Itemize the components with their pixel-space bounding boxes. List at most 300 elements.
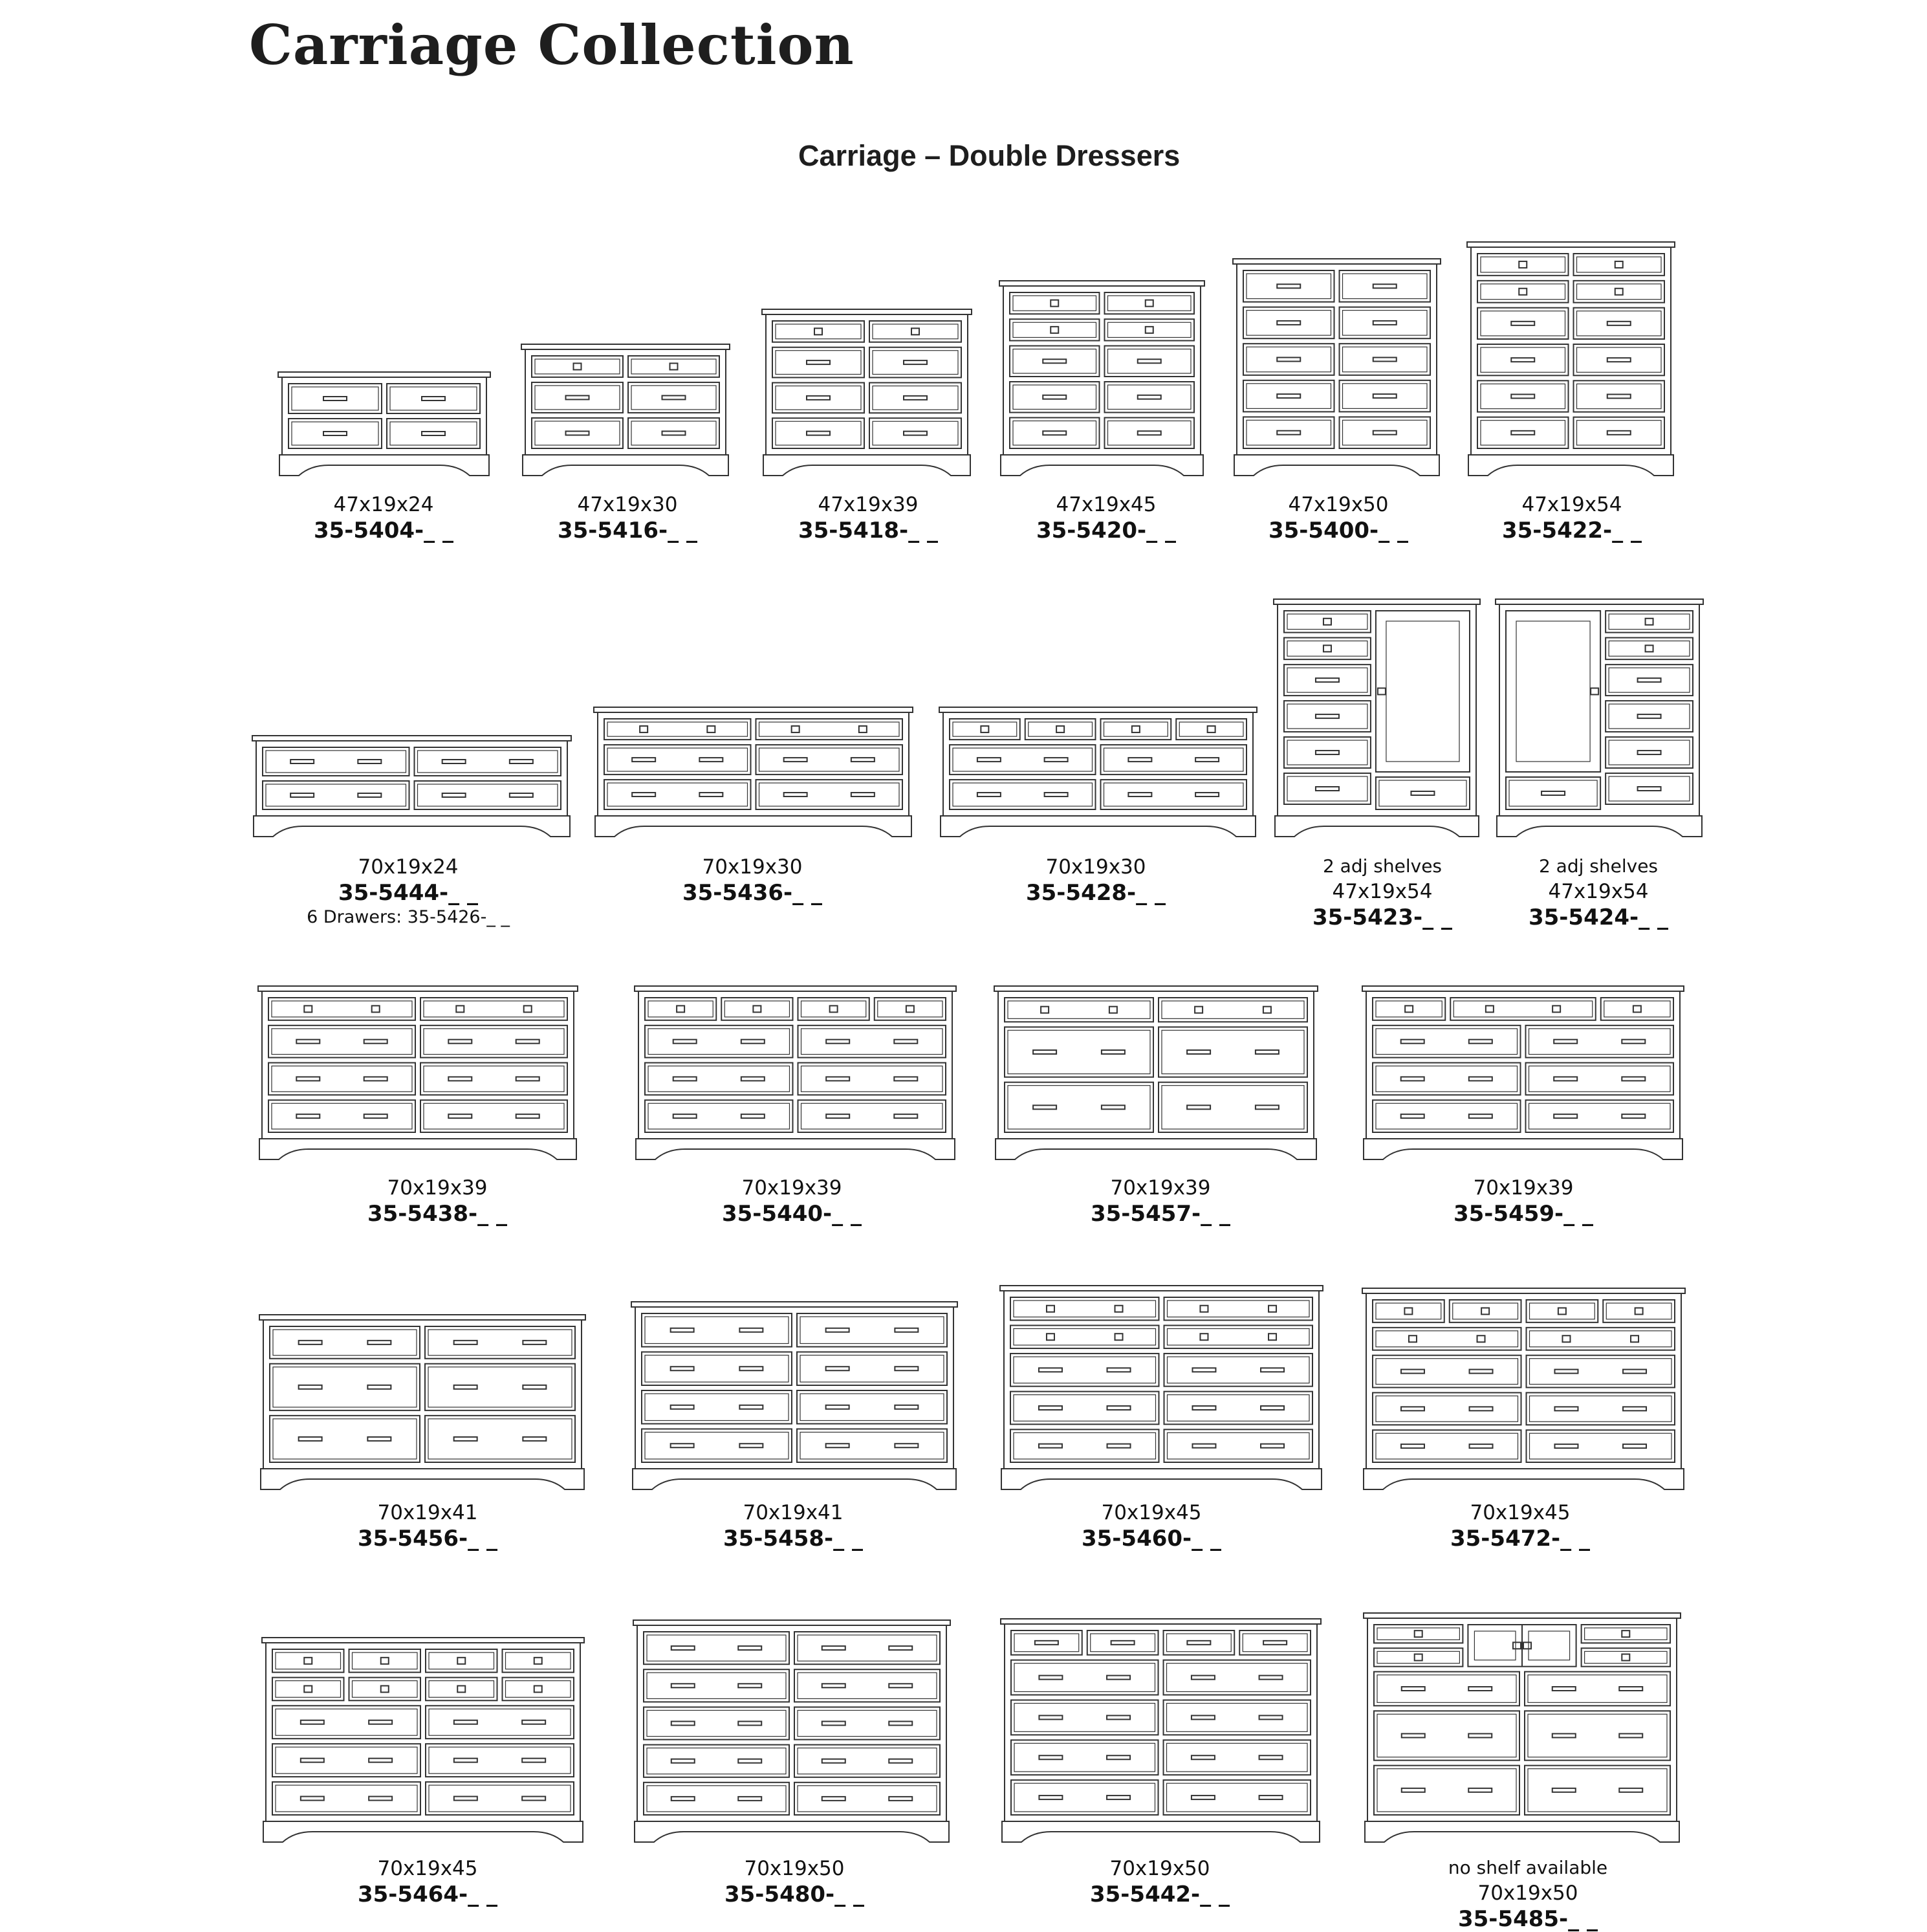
- drawer-pull: [671, 1367, 694, 1370]
- dresser-base: [763, 455, 970, 476]
- drawer-front: [272, 1744, 420, 1777]
- drawer-pull: [1045, 793, 1068, 796]
- drawer-pull: [739, 1444, 763, 1447]
- drawer-front: [425, 1326, 575, 1359]
- drawer-panel: [1379, 780, 1466, 806]
- drawer-front: [794, 1783, 940, 1815]
- drawer-front: [1005, 1027, 1153, 1077]
- drawer-knob: [1631, 1335, 1638, 1342]
- drawer-knob: [753, 1005, 761, 1012]
- product-caption: [1450, 1500, 1590, 1552]
- drawer-pull: [671, 1444, 694, 1447]
- drawer-panel: [506, 1681, 571, 1698]
- product-code: 35-5456-_ _: [357, 1526, 498, 1552]
- drawer-pull: [1256, 1105, 1279, 1109]
- drawer-pull: [1277, 284, 1300, 288]
- product-note: no shelf available: [1448, 1857, 1608, 1878]
- drawer-front: [1164, 1630, 1235, 1655]
- dresser-case: [256, 741, 567, 816]
- drawer-front: [426, 1782, 574, 1815]
- drawer-panel: [1529, 1066, 1671, 1092]
- drawer-pull: [1373, 394, 1397, 398]
- drawer-panel: [1168, 1301, 1310, 1317]
- drawer-pull: [1401, 1114, 1424, 1118]
- drawer-panel: [1609, 776, 1690, 801]
- drawer-panel: [272, 1001, 412, 1017]
- drawer-panel: [1453, 1001, 1593, 1017]
- product-caption: [682, 854, 822, 906]
- dresser-base: [941, 816, 1256, 837]
- drawer-pull: [671, 1759, 695, 1763]
- drawer-front: [797, 1390, 947, 1424]
- drawer-pull: [1107, 1755, 1130, 1759]
- drawer-front: [1011, 1630, 1082, 1655]
- drawer-front: [1373, 1430, 1521, 1462]
- drawer-panel: [1162, 1030, 1304, 1073]
- drawer-panel: [1481, 284, 1565, 300]
- drawer-pull: [889, 1722, 912, 1726]
- dresser-drawing: [632, 1619, 952, 1845]
- drawer-pull: [904, 432, 927, 435]
- drawer-panel: [1287, 641, 1367, 657]
- drawer-panel: [1377, 1714, 1516, 1757]
- drawer-pull: [1468, 1733, 1492, 1737]
- drawer-panel: [1577, 384, 1662, 408]
- dresser-case: [638, 991, 952, 1139]
- drawer-panel: [1167, 1704, 1308, 1732]
- drawer-front: [756, 745, 903, 774]
- drawer-panel: [1014, 1395, 1156, 1422]
- product-caption: [1090, 1856, 1230, 1907]
- drawer-front: [1374, 1648, 1463, 1666]
- drawer-pull: [1192, 1715, 1215, 1719]
- drawer-panel: [1577, 311, 1662, 336]
- drawer-panel: [607, 783, 748, 806]
- drawer-knob: [372, 1005, 380, 1012]
- drawer-front: [1373, 1356, 1521, 1388]
- drawer-pull: [784, 758, 807, 762]
- drawer-pull: [454, 1341, 477, 1345]
- section-heading: Carriage – Double Dressers: [798, 139, 1181, 172]
- drawer-panel: [648, 1029, 790, 1055]
- drawer-front: [425, 1364, 575, 1411]
- drawer-knob: [1268, 1306, 1276, 1312]
- drawer-panel: [1108, 296, 1192, 311]
- drawer-panel: [429, 1681, 494, 1698]
- dresser-case: [1499, 604, 1699, 816]
- drawer-panel: [1377, 1651, 1459, 1663]
- drawer-pull: [1039, 1676, 1062, 1680]
- drawer-pull: [367, 1437, 391, 1441]
- product-dimensions: 70x19x39: [741, 1176, 842, 1200]
- drawer-front: [1340, 417, 1431, 448]
- drawer-panel: [1481, 347, 1565, 372]
- drawer-front: [1243, 417, 1334, 448]
- drawer-knob: [1404, 1308, 1412, 1314]
- drawer-knob: [381, 1685, 389, 1692]
- drawer-pull: [673, 1114, 697, 1118]
- drawer-knob: [457, 1658, 465, 1664]
- drawer-front: [1477, 308, 1569, 339]
- drawer-pull: [895, 1328, 918, 1332]
- drawer-pull: [826, 1444, 849, 1447]
- drawer-pull: [364, 1114, 387, 1118]
- drawer-front: [1011, 1740, 1159, 1775]
- drawer-pull: [522, 1759, 545, 1762]
- drawer-pull: [1401, 1444, 1424, 1448]
- drawer-front: [270, 1326, 420, 1359]
- drawer-knob: [1263, 1007, 1271, 1013]
- drawer-pull: [671, 1722, 695, 1726]
- dresser-drawing: [761, 308, 973, 478]
- drawer-pull: [1316, 751, 1339, 754]
- drawer-panel: [1013, 421, 1096, 446]
- drawer-front: [1526, 1063, 1674, 1095]
- drawer-pull: [1039, 1755, 1062, 1759]
- drawer-panel: [1014, 1301, 1156, 1317]
- drawer-panel: [1029, 722, 1093, 736]
- drawer-pull: [1607, 395, 1631, 399]
- dresser-top: [521, 344, 730, 349]
- drawer-pull: [454, 1720, 477, 1724]
- drawer-panel: [800, 1356, 944, 1383]
- drawer-pull: [889, 1797, 912, 1801]
- drawer-front: [1376, 777, 1470, 809]
- dresser-drawing: [633, 985, 957, 1162]
- product-dimensions: 47x19x39: [818, 493, 919, 516]
- drawer-pull: [822, 1797, 845, 1801]
- drawer-panel: [607, 722, 748, 736]
- drawer-knob: [456, 1005, 464, 1012]
- drawer-pull: [1469, 1114, 1492, 1118]
- drawer-panel: [1528, 1769, 1667, 1812]
- drawer-pull: [369, 1797, 392, 1801]
- drawer-front: [645, 1100, 793, 1132]
- drawer-panel: [631, 421, 716, 445]
- drawer-pull: [1192, 1406, 1215, 1410]
- drawer-pull: [516, 1040, 539, 1044]
- drawer-front: [642, 1390, 792, 1424]
- drawer-front: [1606, 737, 1693, 768]
- drawer-front: [1525, 1672, 1670, 1706]
- drawer-pull: [739, 1367, 763, 1370]
- door-panel: [1529, 1631, 1570, 1660]
- drawer-pull: [448, 1040, 472, 1044]
- drawer-pull: [1192, 1444, 1215, 1448]
- drawer-pull: [822, 1759, 845, 1763]
- drawer-pull: [977, 758, 1001, 762]
- drawer-pull: [1107, 1406, 1131, 1410]
- product-caption: [358, 1500, 497, 1552]
- drawer-pull: [671, 1646, 695, 1650]
- drawer-front: [272, 1706, 420, 1739]
- product-dimensions: 47x19x45: [1056, 493, 1157, 516]
- drawer-knob: [830, 1005, 838, 1012]
- drawer-panel: [1343, 384, 1428, 409]
- drawer-panel: [873, 324, 958, 339]
- product-dimensions: 70x19x45: [1101, 1501, 1202, 1524]
- drawer-front: [604, 780, 751, 809]
- drawer-front: [1284, 737, 1371, 768]
- drawer-knob: [1415, 1654, 1422, 1661]
- drawer-panel: [273, 1367, 417, 1407]
- product-code: 35-5444-_ _: [338, 880, 478, 906]
- dresser-base: [1364, 1469, 1684, 1489]
- door-panel: [1386, 621, 1459, 762]
- drawer-panel: [429, 1747, 571, 1773]
- dresser-base: [1001, 1469, 1322, 1489]
- drawer-panel: [1091, 1634, 1155, 1652]
- door-panel: [1474, 1631, 1516, 1660]
- drawer-front: [426, 1706, 574, 1739]
- dresser-base: [1234, 455, 1439, 476]
- drawer-pull: [1277, 394, 1300, 398]
- drawer-pull: [1045, 758, 1068, 762]
- drawer-pull: [516, 1077, 539, 1081]
- drawer-pull: [566, 431, 589, 435]
- drawer-panel: [1609, 641, 1690, 657]
- drawer-front: [272, 1782, 420, 1815]
- drawer-panel: [1168, 1433, 1310, 1459]
- product-caption: [724, 1856, 864, 1907]
- drawer-panel: [1014, 1783, 1155, 1812]
- drawer-panel: [1530, 1303, 1595, 1319]
- dresser-case: [282, 377, 486, 455]
- drawer-pull: [1316, 787, 1339, 791]
- drawer-front: [1374, 1672, 1519, 1706]
- drawer-pull: [1552, 1733, 1576, 1737]
- dresser-top: [762, 309, 972, 314]
- drawer-pull: [1316, 714, 1339, 718]
- drawer-panel: [873, 421, 958, 445]
- drawer-front: [798, 1026, 946, 1058]
- drawer-pull: [1554, 1040, 1577, 1044]
- drawer-pull: [904, 360, 927, 364]
- drawer-panel: [276, 1785, 417, 1812]
- product-dimensions: 70x19x39: [1110, 1176, 1211, 1200]
- drawer-panel: [1343, 420, 1428, 445]
- drawer-panel: [801, 1029, 943, 1055]
- drawer-panel: [607, 748, 748, 771]
- drawer-pull: [741, 1077, 765, 1081]
- drawer-panel: [1014, 1328, 1156, 1345]
- drawer-pull: [1622, 1040, 1645, 1044]
- dresser-case: [266, 1643, 580, 1821]
- drawer-pull: [367, 1341, 391, 1345]
- drawer-pull: [1638, 678, 1661, 682]
- drawer-pull: [889, 1684, 912, 1687]
- drawer-pull: [301, 1797, 324, 1801]
- drawer-panel: [873, 351, 958, 375]
- drawer-pull: [1259, 1715, 1283, 1719]
- drawer-front: [1374, 1625, 1463, 1643]
- drawer-panel: [645, 1433, 789, 1460]
- drawer-pull: [889, 1646, 912, 1650]
- product-code: 35-5480-_ _: [724, 1882, 865, 1907]
- drawer-panel: [424, 1103, 564, 1129]
- drawer-panel: [1013, 296, 1096, 311]
- drawer-knob: [1486, 1005, 1494, 1012]
- drawer-front: [797, 1313, 947, 1347]
- drawer-pull: [739, 1328, 763, 1332]
- product-code: 35-5458-_ _: [723, 1526, 864, 1552]
- dresser-top: [635, 986, 956, 991]
- drawer-pull: [367, 1385, 391, 1389]
- dresser-drawing: [257, 985, 579, 1162]
- drawer-panel: [1604, 1001, 1670, 1017]
- drawer-pull: [1261, 1368, 1284, 1372]
- drawer-pull: [1192, 1368, 1215, 1372]
- product-dimensions: 47x19x24: [333, 493, 434, 516]
- drawer-pull: [1373, 358, 1397, 362]
- drawer-pull: [895, 1405, 918, 1409]
- drawer-panel: [424, 1066, 564, 1092]
- drawer-pull: [632, 793, 655, 796]
- drawer-panel: [724, 1001, 789, 1017]
- product-code: 35-5464-_ _: [357, 1882, 498, 1907]
- drawer-pull: [851, 758, 875, 762]
- drawer-pull: [826, 1405, 849, 1409]
- drawer-panel: [1287, 614, 1367, 630]
- drawer-front: [1525, 1766, 1670, 1815]
- drawer-pull: [1554, 1077, 1577, 1081]
- drawer-pull: [1619, 1687, 1642, 1691]
- drawer-knob: [1477, 1335, 1485, 1342]
- drawer-pull: [1470, 1407, 1493, 1411]
- drawer-panel: [1530, 1331, 1672, 1347]
- drawer-pull: [1195, 793, 1219, 796]
- drawer-front: [1574, 380, 1665, 412]
- drawer-panel: [1247, 274, 1331, 299]
- drawer-knob: [1615, 289, 1623, 295]
- dresser-case: [1004, 1291, 1319, 1469]
- drawer-pull: [1259, 1795, 1283, 1799]
- drawer-pull: [299, 1341, 322, 1345]
- drawer-front: [798, 1100, 946, 1132]
- drawer-front: [1527, 1430, 1675, 1462]
- dresser-case: [1471, 247, 1671, 455]
- drawer-pull: [738, 1722, 761, 1726]
- drawer-panel: [1013, 322, 1096, 337]
- product-note: 2 adj shelves: [1322, 855, 1443, 877]
- drawer-pull: [738, 1759, 761, 1763]
- drawer-knob: [304, 1685, 312, 1692]
- product-dimensions: 47x19x50: [1288, 493, 1389, 516]
- drawer-panel: [1577, 257, 1662, 272]
- drawer-front: [1284, 773, 1371, 804]
- drawer-panel: [647, 1748, 786, 1774]
- product-code: 35-5457-_ _: [1090, 1201, 1231, 1227]
- drawer-front: [1574, 417, 1665, 448]
- drawer-pull: [1373, 284, 1397, 288]
- drawer-panel: [429, 1785, 571, 1812]
- drawer-front: [263, 781, 409, 809]
- drawer-front: [642, 1313, 792, 1347]
- drawer-knob: [1415, 1630, 1422, 1637]
- drawer-pull: [1192, 1795, 1215, 1799]
- drawer-knob: [1200, 1334, 1208, 1340]
- product-dimensions: 47x19x54: [1548, 880, 1649, 903]
- drawer-front: [1340, 307, 1431, 339]
- product-caption: [1091, 1175, 1230, 1227]
- drawer-pull: [510, 760, 533, 763]
- drawer-panel: [276, 1652, 341, 1669]
- dresser-drawing: [1494, 598, 1704, 839]
- drawer-panel: [1247, 347, 1331, 372]
- drawer-pull: [358, 793, 381, 797]
- drawer-panel: [424, 1029, 564, 1055]
- drawer-panel: [1376, 1433, 1518, 1459]
- product-caption: [1529, 854, 1668, 930]
- drawer-front: [263, 747, 409, 776]
- drawer-knob: [381, 1658, 389, 1664]
- drawer-panel: [1243, 1634, 1307, 1652]
- drawer-front: [798, 1063, 946, 1095]
- drawer-front: [1164, 1660, 1311, 1695]
- drawer-knob: [1146, 327, 1153, 333]
- dresser-case: [1237, 264, 1437, 455]
- drawer-pull: [894, 1114, 917, 1118]
- dresser-drawing: [1361, 985, 1685, 1162]
- drawer-pull: [422, 397, 445, 401]
- drawer-panel: [1008, 1001, 1150, 1018]
- drawer-pull: [1039, 1444, 1062, 1448]
- drawer-front: [869, 382, 961, 413]
- drawer-front: [1101, 745, 1247, 774]
- drawer-knob: [792, 726, 800, 732]
- dresser-base: [1364, 1139, 1682, 1159]
- drawer-panel: [418, 784, 558, 806]
- dresser-top: [1364, 1613, 1681, 1618]
- drawer-pull: [422, 432, 445, 435]
- dresser-drawing: [593, 706, 914, 839]
- drawer-pull: [364, 1077, 387, 1081]
- drawer-pull: [699, 758, 723, 762]
- drawer-front: [797, 1352, 947, 1386]
- drawer-knob: [1041, 1007, 1049, 1013]
- product-dimensions: 70x19x50: [1109, 1857, 1210, 1880]
- drawer-front: [1164, 1354, 1313, 1387]
- dresser-base: [595, 816, 911, 837]
- drawer-panel: [1287, 704, 1367, 729]
- drawer-knob: [1047, 1306, 1054, 1312]
- drawer-panel: [798, 1710, 937, 1736]
- dresser-top: [1000, 1286, 1323, 1291]
- drawer-pull: [1554, 1114, 1577, 1118]
- drawer-panel: [1376, 1359, 1518, 1385]
- drawer-pull: [1623, 1444, 1646, 1448]
- drawer-panel: [428, 1419, 572, 1459]
- product-code: 35-5485-_ _: [1457, 1906, 1598, 1932]
- product-code: 35-5442-_ _: [1089, 1882, 1230, 1907]
- drawer-front: [797, 1429, 947, 1463]
- drawer-front: [1574, 344, 1665, 375]
- drawer-panel: [1247, 384, 1331, 409]
- drawer-pull: [1470, 1370, 1493, 1374]
- dresser-top: [1362, 986, 1684, 991]
- drawer-front: [1374, 1711, 1519, 1760]
- drawer-knob: [1051, 300, 1058, 307]
- drawer-panel: [506, 1652, 571, 1669]
- dresser-case: [637, 1625, 946, 1821]
- drawer-front: [425, 1416, 575, 1462]
- drawer-pull: [807, 432, 830, 435]
- drawer-panel: [1609, 668, 1690, 692]
- drawer-knob: [1622, 1630, 1629, 1637]
- drawer-panel: [273, 1330, 417, 1356]
- drawer-front: [772, 418, 864, 448]
- drawer-panel: [1509, 780, 1597, 806]
